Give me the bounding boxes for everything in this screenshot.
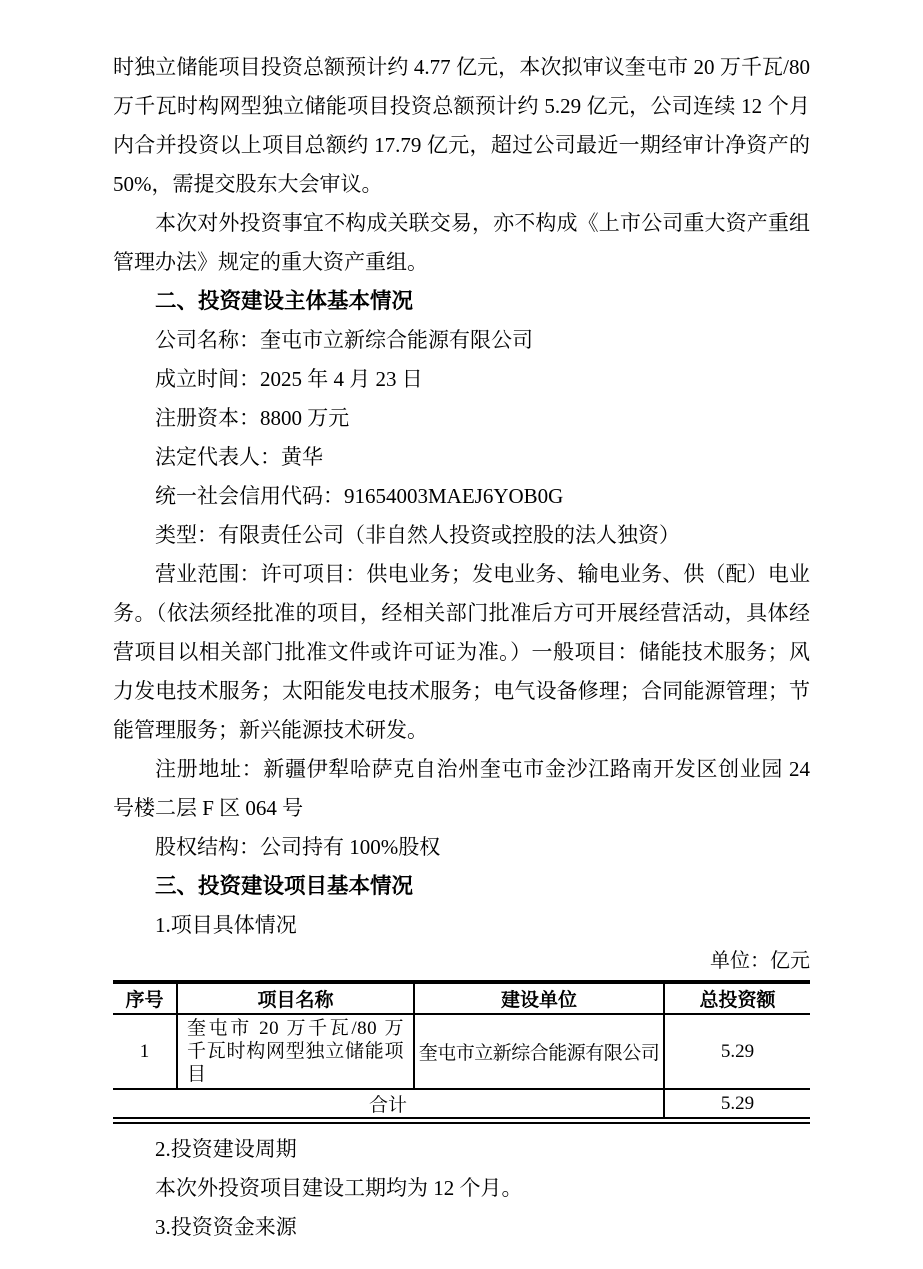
table-header-row	[113, 982, 810, 1014]
paragraph-registered-capital: 注册资本：8800 万元	[155, 406, 350, 430]
paragraph-equity-structure: 股权结构：公司持有 100%股权	[155, 835, 441, 859]
paragraph-investment-summary: 时独立储能项目投资总额预计约 4.77 亿元，本次拟审议奎屯市 20 万千瓦/80 万千瓦时构网型独立储能项目投资总额预计约 5.29 亿元，公司连续 12 个月内合并投资以上项目总额约 17.79 亿元，超过公司最近一期经审计净资产的 50%，需提交股东大会审议。	[113, 55, 810, 196]
cell-total-label: 合计	[113, 1089, 664, 1121]
section-heading-2: 二、投资建设主体基本情况	[155, 289, 414, 313]
paragraph-construction-period: 本次外投资项目建设工期均为 12 个月。	[155, 1176, 523, 1200]
paragraph-project-details-label: 1.项目具体情况	[155, 913, 297, 937]
paragraph-company-type: 类型：有限责任公司（非自然人投资或控股的法人独资）	[155, 523, 680, 547]
cell-amount: 5.29	[664, 1014, 810, 1089]
projects-table	[113, 980, 810, 1124]
table-row	[113, 1014, 810, 1089]
table-header-seq: 序号	[113, 982, 177, 1014]
table-unit-note: 单位：亿元	[710, 950, 810, 972]
paragraph-credit-code: 统一社会信用代码：91654003MAEJ6YOB0G	[155, 484, 564, 508]
paragraph-funding-source-label: 3.投资资金来源	[155, 1215, 297, 1239]
section-heading-3: 三、投资建设项目基本情况	[155, 874, 414, 898]
after-table-section	[113, 1130, 810, 1247]
table-total-row	[113, 1089, 810, 1121]
cell-project-name: 奎屯市 20 万千瓦/80 万千瓦时构网型独立储能项目	[177, 1014, 414, 1089]
paragraph-founding-date: 成立时间：2025 年 4 月 23 日	[155, 367, 423, 391]
paragraph-registered-address: 注册地址：新疆伊犁哈萨克自治州奎屯市金沙江路南开发区创业园 24 号楼二层 F 区 064 号	[113, 757, 810, 820]
paragraph-business-scope: 营业范围：许可项目：供电业务；发电业务、输电业务、供（配）电业务。（依法须经批准的项目，经相关部门批准后方可开展经营活动，具体经营项目以相关部门批准文件或许可证为准。）一般项目：储能技术服务；风力发电技术服务；太阳能发电技术服务；电气设备修理；合同能源管理；节能管理服务；新兴能源技术研发。	[113, 562, 810, 742]
cell-seq: 1	[113, 1014, 177, 1089]
document-content	[113, 48, 810, 1247]
paragraph-related-transaction: 本次对外投资事宜不构成关联交易，亦不构成《上市公司重大资产重组管理办法》规定的重大资产重组。	[113, 211, 810, 274]
table-header-total-investment: 总投资额	[664, 982, 810, 1014]
paragraph-legal-representative: 法定代表人：黄华	[155, 445, 323, 469]
cell-builder: 奎屯市立新综合能源有限公司	[414, 1014, 664, 1089]
table-header-builder: 建设单位	[414, 982, 664, 1014]
paragraph-company-name: 公司名称：奎屯市立新综合能源有限公司	[155, 328, 533, 352]
table-header-project-name: 项目名称	[177, 982, 414, 1014]
cell-total-amount: 5.29	[664, 1089, 810, 1121]
paragraph-construction-period-label: 2.投资建设周期	[155, 1137, 297, 1161]
